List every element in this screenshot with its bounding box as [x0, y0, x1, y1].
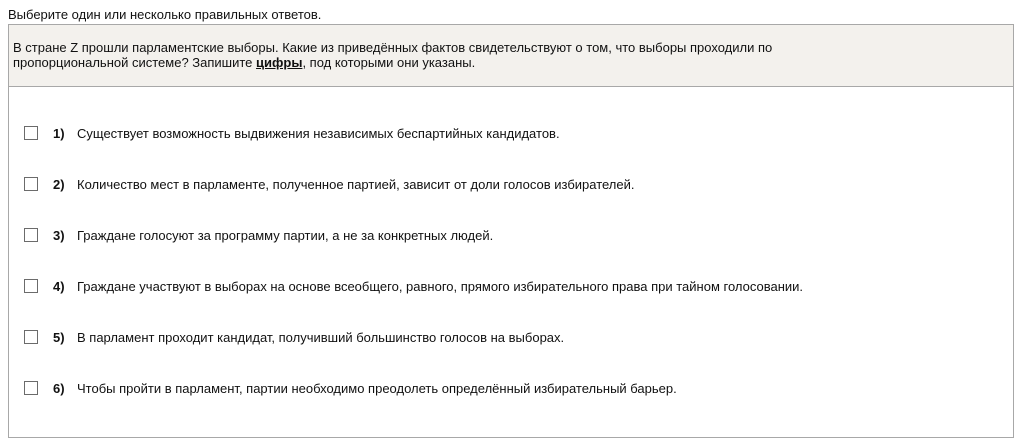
- question-line2-before: пропорциональной системе? Запишите: [13, 55, 257, 70]
- checkbox-2[interactable]: [24, 177, 38, 191]
- question-text: [9, 25, 1013, 87]
- option-text: Чтобы пройти в парламент, партии необходимо преодолеть определённый избирательный барьер.: [77, 380, 677, 396]
- instruction-text: Выберите один или несколько правильных ответов.: [8, 7, 322, 22]
- option-text: В парламент проходит кандидат, получивший большинство голосов на выборах.: [77, 329, 565, 345]
- question-line2-after: , под которыми они указаны.: [302, 55, 476, 70]
- option-text: Количество мест в парламенте, полученное партией, зависит от доли голосов избирателей.: [77, 176, 635, 192]
- option-number: 6): [53, 380, 65, 396]
- option-text: Граждане голосуют за программу партии, а не за конкретных людей.: [77, 227, 494, 243]
- option-text: Граждане участвуют в выборах на основе всеобщего, равного, прямого избирательного права при тайном голосовании.: [77, 278, 804, 294]
- answer-option-4[interactable]: [24, 276, 803, 296]
- option-number: 2): [53, 176, 65, 192]
- option-number: 4): [53, 278, 65, 294]
- checkbox-6[interactable]: [24, 381, 38, 395]
- answer-option-1[interactable]: [24, 123, 560, 143]
- checkbox-3[interactable]: [24, 228, 38, 242]
- option-number: 5): [53, 329, 65, 345]
- answer-option-3[interactable]: [24, 225, 493, 245]
- answer-option-2[interactable]: [24, 174, 635, 194]
- checkbox-5[interactable]: [24, 330, 38, 344]
- option-number: 3): [53, 227, 65, 243]
- answer-option-6[interactable]: [24, 378, 677, 398]
- answer-option-5[interactable]: [24, 327, 564, 347]
- checkbox-1[interactable]: [24, 126, 38, 140]
- option-number: 1): [53, 125, 65, 141]
- checkbox-4[interactable]: [24, 279, 38, 293]
- question-line1: В стране Z прошли парламентские выборы. Какие из приведённых фактов свидетельствуют о том, что выборы проходили по: [13, 40, 773, 55]
- question-emphasis: цифры: [256, 55, 303, 70]
- question-panel: [8, 24, 1014, 438]
- option-text: Существует возможность выдвижения независимых беспартийных кандидатов.: [77, 125, 560, 141]
